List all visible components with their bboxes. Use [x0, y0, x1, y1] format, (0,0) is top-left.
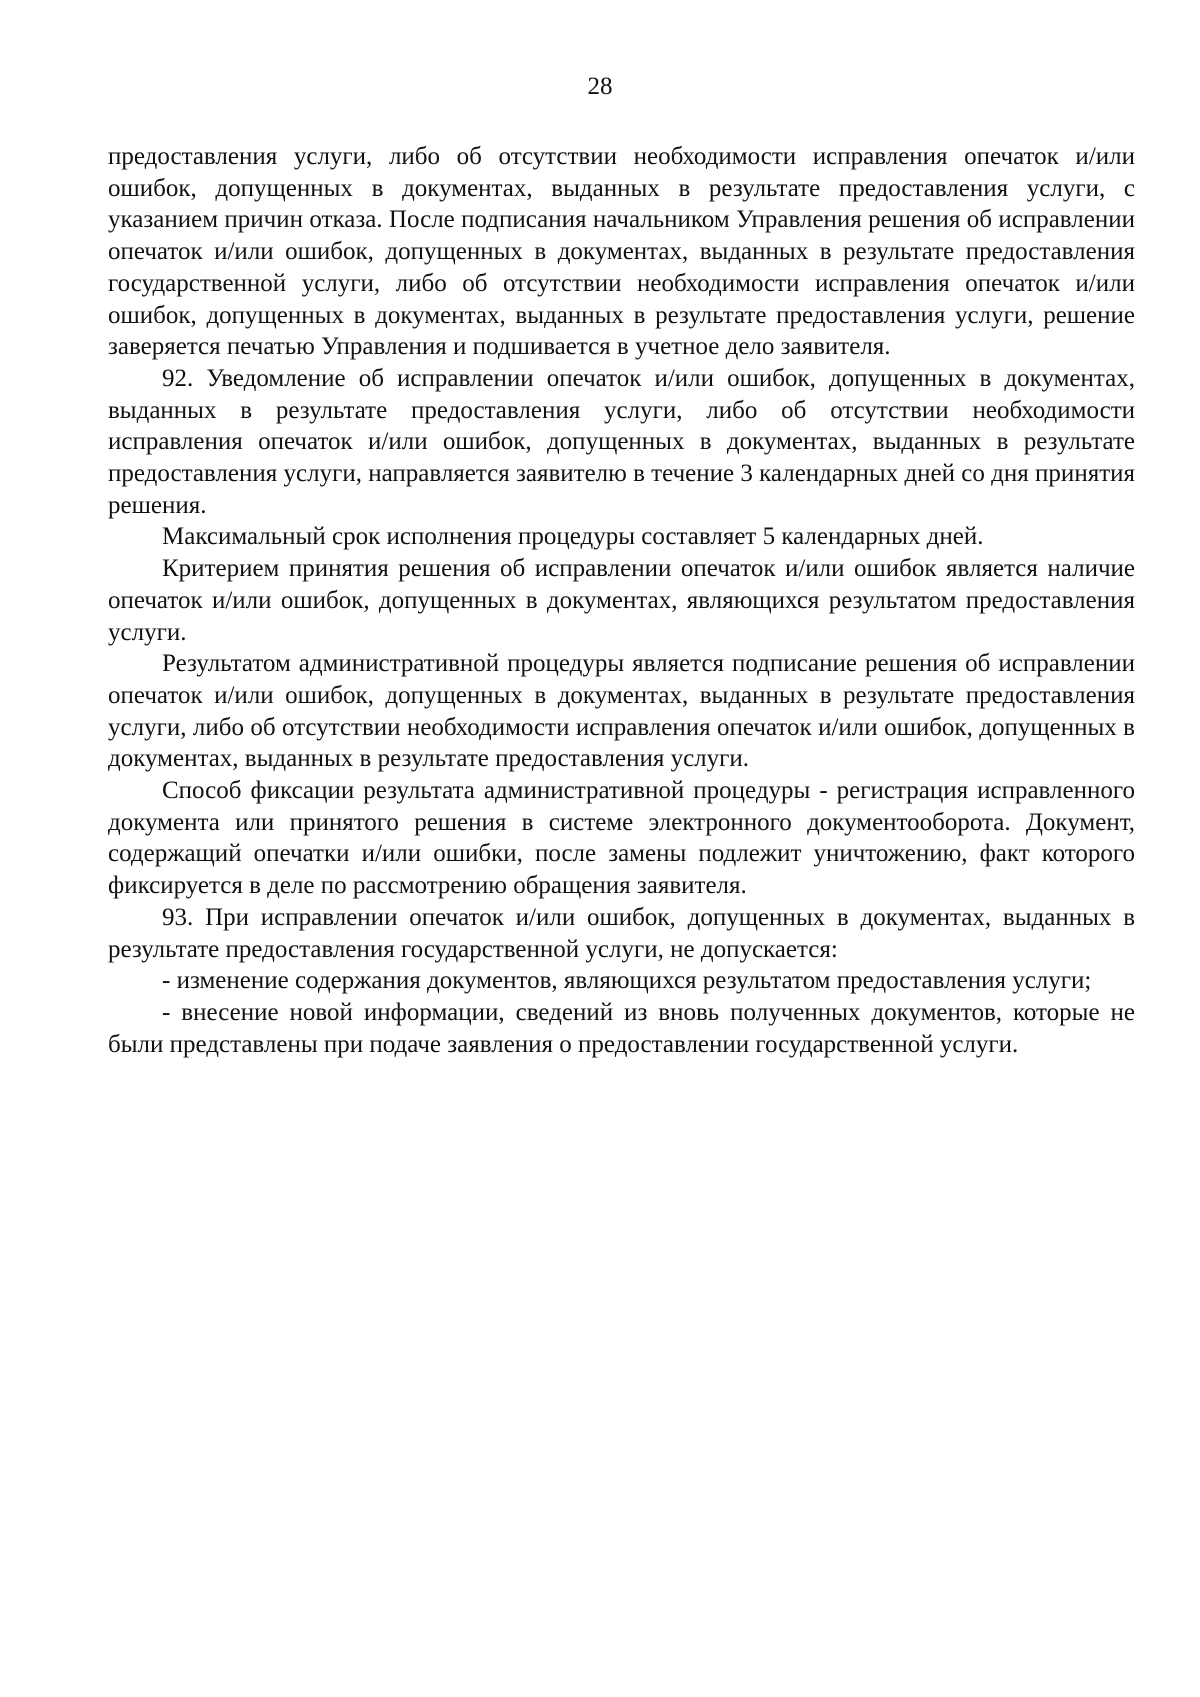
list-item-new-information: - внесение новой информации, сведений из вновь полученных документов, которые не были представлены при подаче заявления о предоставлении государственной услуги.	[108, 998, 1135, 1058]
paragraph-fixation-method: Способ фиксации результата административной процедуры - регистрация исправленного документа или принятого решения в системе электронного документооборота. Документ, содержащий опечатки и/или ошибки, после замены подлежит уничтожению, факт которого фиксируется в деле по рассмотрению обращения заявителя.	[108, 777, 1135, 900]
page-number: 28	[587, 73, 613, 100]
paragraph-result: Результатом административной процедуры является подписание решения об исправлении опечаток и/или ошибок, допущенных в документах, выданных в результате предоставления услуги, либо об отсутствии необходимости исправления опечаток и/или ошибок, допущенных в документах, выданных в результате предоставления услуги.	[108, 650, 1135, 773]
paragraph-criterion: Критерием принятия решения об исправлении опечаток и/или ошибок является наличие опечаток и/или ошибок, допущенных в документах, являющихся результатом предоставления услуги.	[108, 555, 1135, 646]
paragraph-93: 93. При исправлении опечаток и/или ошибок, допущенных в документах, выданных в результате предоставления государственной услуги, не допускается:	[108, 903, 1135, 963]
paragraph-continuation: предоставления услуги, либо об отсутствии необходимости исправления опечаток и/или ошибок, допущенных в документах, выданных в результате предоставления услуги, с указанием причин отказа. После подписания начальником Управления решения об исправлении опечаток и/или ошибок, допущенных в документах, выданных в результате предоставления государственной услуги, либо об отсутствии необходимости исправления опечаток и/или ошибок, допущенных в документах, выданных в результате предоставления услуги, решение заверяется печатью Управления и подшивается в учетное дело заявителя.	[108, 143, 1135, 361]
paragraph-max-term: Максимальный срок исполнения процедуры составляет 5 календарных дней.	[162, 523, 984, 551]
document-text	[108, 141, 1135, 1060]
paragraph-92: 92. Уведомление об исправлении опечаток и/или ошибок, допущенных в документах, выданных в результате предоставления услуги, либо об отсутствии необходимости исправления опечаток и/или ошибок, допущенных в документах, выданных в результате предоставления услуги, направляется заявителю в течение 3 календарных дней со дня принятия решения.	[108, 364, 1135, 519]
list-item-content-change: - изменение содержания документов, являющихся результатом предоставления услуги;	[162, 967, 1092, 995]
